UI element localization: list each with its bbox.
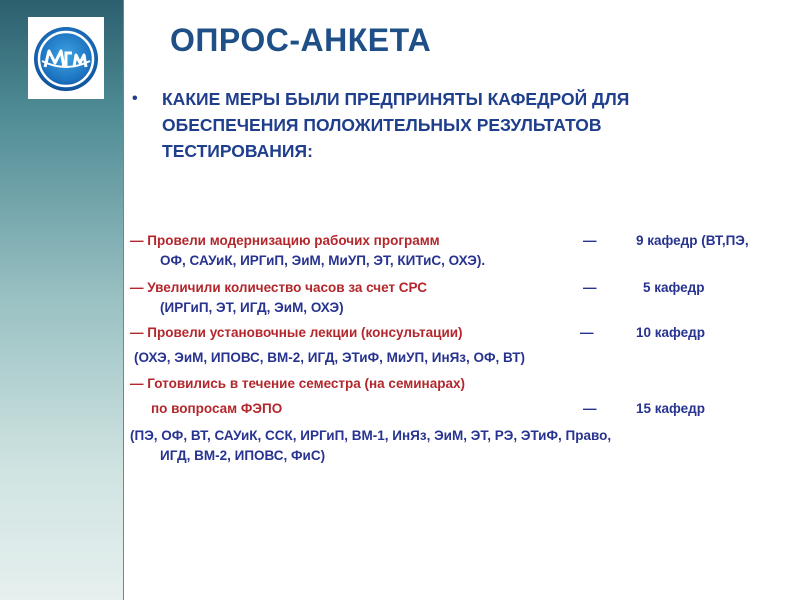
page-title: ОПРОС-АНКЕТА	[170, 22, 432, 58]
survey-question	[128, 86, 768, 164]
university-emblem-icon	[28, 17, 104, 99]
answer-2-dash: —	[583, 280, 597, 295]
answer-1-departments: ОФ, САУиК, ИРГиП, ЭиМ, МиУП, ЭТ, КИТиС, ОХЭ).	[160, 253, 486, 268]
answer-2-count: 5 кафедр	[643, 280, 705, 295]
question-line-1: КАКИЕ МЕРЫ БЫЛИ ПРЕДПРИНЯТЫ КАФЕДРОЙ ДЛЯ	[162, 89, 630, 109]
answer-1-dash: —	[583, 233, 597, 248]
answer-4-measure-cont: по вопросам ФЭПО	[151, 401, 283, 416]
answer-3-dash: —	[580, 325, 594, 340]
answer-4-departments-cont: ИГД, ВМ-2, ИПОВС, ФиС)	[160, 448, 326, 463]
answer-4-measure: — Готовились в течение семестра (на семинарах)	[130, 376, 465, 391]
answer-3-count: 10 кафедр	[636, 325, 705, 340]
answer-1-measure: — Провели модернизацию рабочих программ	[130, 233, 440, 248]
answer-2-measure: — Увеличили количество часов за счет СРС	[130, 280, 427, 295]
bullet-marker: •	[132, 90, 138, 107]
answer-2-departments: (ИРГиП, ЭТ, ИГД, ЭиМ, ОХЭ)	[160, 300, 344, 315]
question-line-3: ТЕСТИРОВАНИЯ:	[162, 141, 313, 161]
answer-3-measure: — Провели установочные лекции (консультации)	[130, 325, 463, 340]
answer-4-departments: (ПЭ, ОФ, ВТ, САУиК, ССК, ИРГиП, ВМ-1, ИнЯз, ЭиМ, ЭТ, РЭ, ЭТиФ, Право,	[130, 428, 612, 443]
logo	[28, 17, 104, 99]
answer-4-dash: —	[583, 401, 597, 416]
answer-1-count: 9 кафедр (ВТ,ПЭ,	[636, 233, 749, 248]
question-line-2: ОБЕСПЕЧЕНИЯ ПОЛОЖИТЕЛЬНЫХ РЕЗУЛЬТАТОВ	[162, 115, 602, 135]
sidebar-gradient	[0, 0, 124, 600]
answer-4-count: 15 кафедр	[636, 401, 705, 416]
answer-3-departments: (ОХЭ, ЭиМ, ИПОВС, ВМ-2, ИГД, ЭТиФ, МиУП, ИнЯз, ОФ, ВТ)	[134, 350, 526, 365]
